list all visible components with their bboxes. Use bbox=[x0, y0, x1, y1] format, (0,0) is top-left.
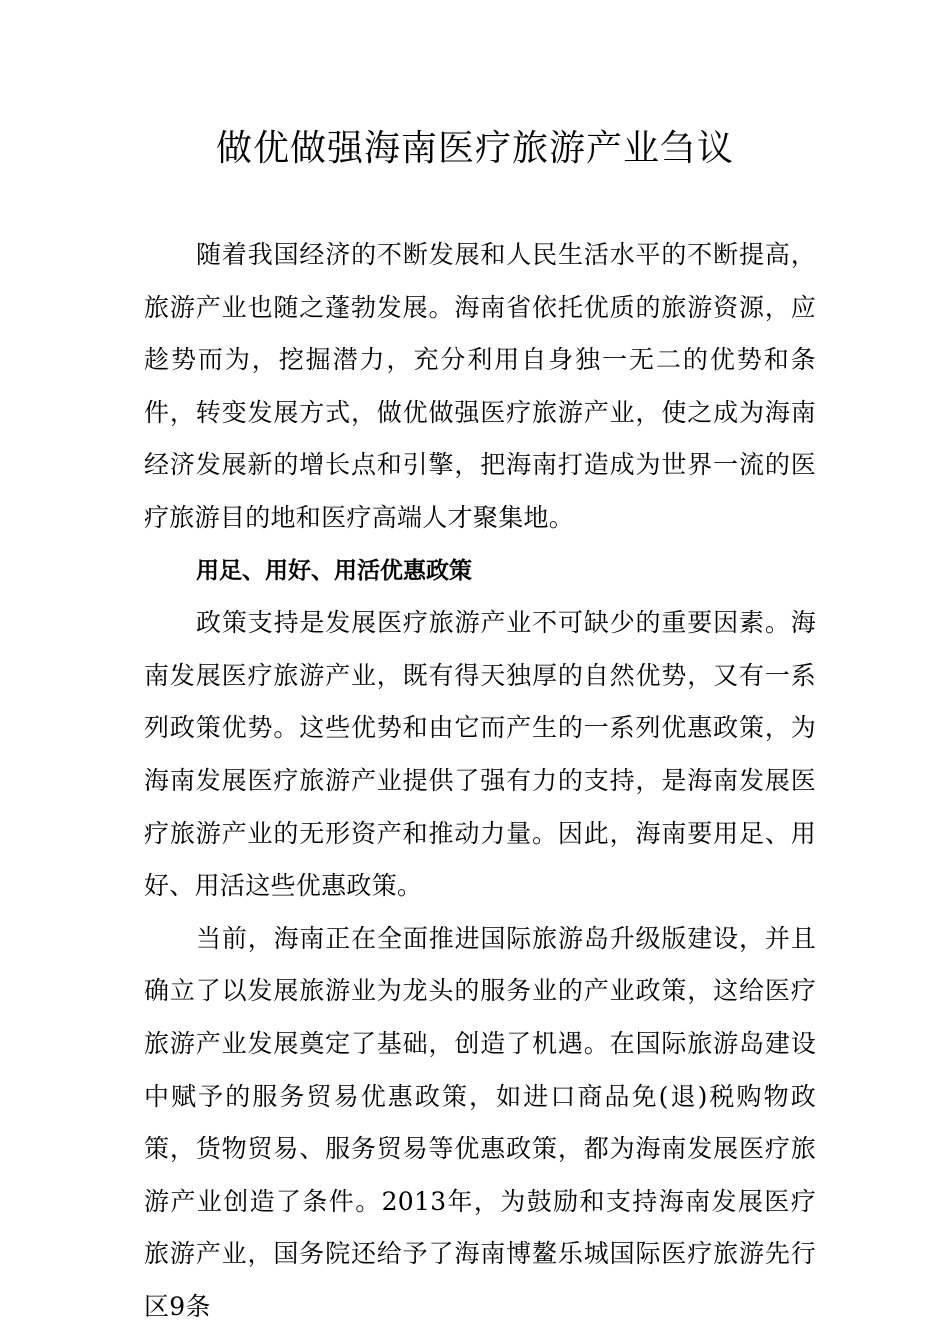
section-paragraph-2: 当前，海南正在全面推进国际旅游岛升级版建设，并且确立了以发展旅游业为龙头的服务业的产业政策，这给医疗旅游产业发展奠定了基础，创造了机遇。在国际旅游岛建设中赋予的服务贸易优惠政策，如进口商品免(退)税购物政策，货物贸易、服务贸易等优惠政策，都为海南发展医疗旅游产业创造了条件。2013年，为鼓励和支持海南发展医疗旅游产业，国务院还给予了海南博鳌乐城国际医疗旅游先行区9条 bbox=[144, 923, 816, 1321]
section-heading: 用足、用好、用活优惠政策 bbox=[196, 557, 472, 584]
document-body bbox=[144, 229, 816, 1333]
intro-paragraph: 随着我国经济的不断发展和人民生活水平的不断提高，旅游产业也随之蓬勃发展。海南省依托优质的旅游资源，应趁势而为，挖掘潜力，充分利用自身独一无二的优势和条件，转变发展方式，做优做强医疗旅游产业，使之成为海南经济发展新的增长点和引擎，把海南打造成为世界一流的医疗旅游目的地和医疗高端人才聚集地。 bbox=[144, 240, 816, 532]
document-title: 做优做强海南医疗旅游产业刍议 bbox=[215, 128, 734, 169]
section-paragraph-1: 政策支持是发展医疗旅游产业不可缺少的重要因素。海南发展医疗旅游产业，既有得天独厚的自然优势，又有一系列政策优势。这些优势和由它而产生的一系列优惠政策，为海南发展医疗旅游产业提供了强有力的支持，是海南发展医疗旅游产业的无形资产和推动力量。因此，海南要用足、用好、用活这些优惠政策。 bbox=[144, 608, 816, 901]
